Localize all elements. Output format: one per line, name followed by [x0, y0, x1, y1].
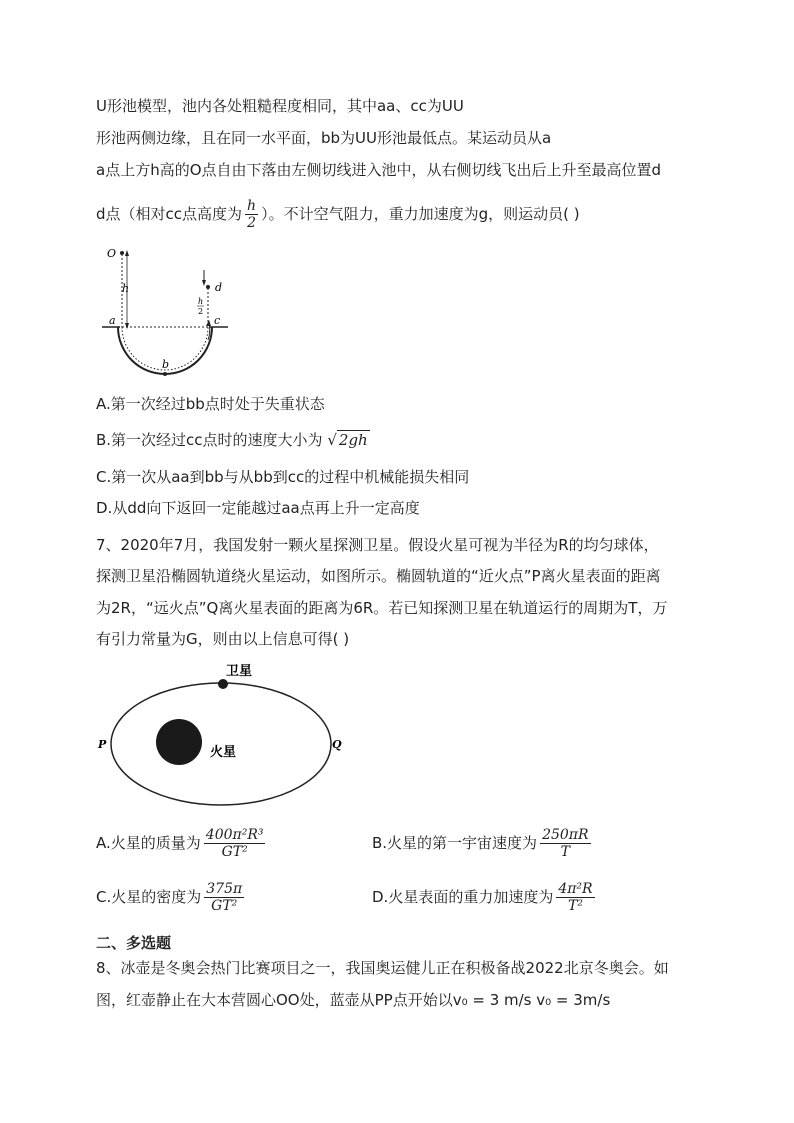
point-b-dot [163, 372, 167, 376]
q7-option-c-fraction [204, 881, 244, 914]
q6-option-d: D.从dd向下返回一定能越过aa点再上升一定高度 [96, 499, 420, 517]
q6-line-3: a点上方h高的O点自由下落由左侧切线进入池中，从右侧切线飞出后上升至最高位置d [96, 161, 662, 179]
mars-planet [156, 719, 202, 765]
q7-line-3: 为2R，“远火点”Q离火星表面的距离为6R。若已知探测卫星在轨道运行的周期为T，万 [96, 599, 668, 617]
point-o-dot [120, 251, 124, 255]
label-h: h [122, 282, 130, 295]
q7-option-c-denominator: GT² [211, 898, 238, 914]
q6-fraction-numerator: h [247, 198, 257, 214]
q7-option-d [372, 877, 598, 917]
label-h-over-2-num: h [198, 297, 204, 306]
q7-option-c-numerator: 375π [206, 881, 243, 897]
q7-option-b-denominator: T [560, 844, 570, 860]
q6-line-4-end: ）。不计空气阻力，重力加速度为g，则运动员( ) [261, 205, 580, 223]
q7-option-b [372, 823, 594, 863]
label-q: Q [332, 738, 342, 751]
q6-line-1: U形池模型，池内各处粗糙程度相同，其中aa、cc为UU [96, 97, 464, 115]
q7-option-c [96, 877, 247, 917]
q6-option-c: C.第一次从aa到bb与从bb到cc的过程中机械能损失相同 [96, 468, 470, 486]
q6-option-b-sqrt: √ 2gh [327, 431, 368, 449]
orbit-ellipse [111, 683, 331, 805]
q6-height-fraction [245, 198, 258, 231]
q7-option-d-fraction [556, 881, 594, 914]
q7-option-d-text: D.火星表面的重力加速度为 [372, 888, 554, 906]
label-p: P [98, 738, 107, 751]
label-b: b [162, 358, 170, 371]
q6-option-b-text: B.第一次经过cc点时的速度大小为 [96, 431, 323, 449]
label-a: a [109, 314, 116, 327]
q7-option-a-denominator: GT² [221, 844, 248, 860]
q6-line-4-start: d点（相对cc点高度为 [96, 205, 243, 223]
label-d: d [215, 281, 223, 294]
q7-option-a-text: A.火星的质量为 [96, 834, 201, 852]
q8-line-1: 8、冰壶是冬奥会热门比赛项目之一，我国奥运健儿正在积极备战2022北京冬奥会。如 [96, 959, 669, 977]
exit-arrow [208, 324, 210, 340]
h-arrow-down [125, 323, 129, 329]
point-d-dot [206, 285, 210, 289]
q6-option-b [96, 430, 370, 450]
q7-option-b-fraction [540, 827, 590, 860]
q6-line-4 [96, 196, 580, 232]
q6-line-2: 形池两侧边缘，且在同一水平面，bb为UU形池最低点。某运动员从a [96, 129, 552, 147]
q6-fraction-denominator: 2 [247, 215, 256, 231]
q6-option-a: A.第一次经过bb点时处于失重状态 [96, 395, 325, 413]
q8-line-2: 图，红壶静止在大本营圆心OO处，蓝壶从PP点开始以v₀ = 3 m/s v₀ = 3m/s [96, 991, 611, 1009]
q7-line-2: 探测卫星沿椭圆轨道绕火星运动，如图所示。椭圆轨道的“近火点”P离火星表面的距离 [96, 567, 661, 585]
mars-orbit-diagram [90, 655, 360, 820]
q7-line-1: 7、2020年7月，我国发射一颗火星探测卫星。假设火星可视为半径为R的均匀球体， [96, 536, 659, 554]
d-indicator-arrow-head [202, 280, 206, 286]
label-o: O [107, 247, 117, 260]
q7-option-c-text: C.火星的密度为 [96, 888, 202, 906]
label-satellite: 卫星 [226, 664, 253, 679]
q7-option-a-numerator: 400π²R³ [205, 827, 264, 843]
satellite-dot [218, 679, 228, 689]
h-arrow-up [125, 250, 129, 256]
label-c: c [214, 314, 221, 327]
q7-option-b-numerator: 250πR [542, 827, 589, 843]
q7-option-b-text: B.火星的第一宇宙速度为 [372, 834, 538, 852]
label-h-over-2-den: 2 [198, 307, 204, 316]
u-pool-diagram [100, 240, 240, 385]
label-mars: 火星 [210, 745, 237, 760]
q7-option-a-fraction [204, 827, 266, 860]
q7-line-4: 有引力常量为G，则由以上信息可得( ) [96, 630, 350, 648]
q6-option-b-radicand: 2gh [338, 431, 368, 449]
q7-option-d-numerator: 4π²R [558, 881, 593, 897]
q7-option-d-denominator: T² [567, 898, 583, 914]
section-multiple-choice-heading: 二、多选题 [96, 934, 172, 952]
q7-option-a [96, 823, 268, 863]
